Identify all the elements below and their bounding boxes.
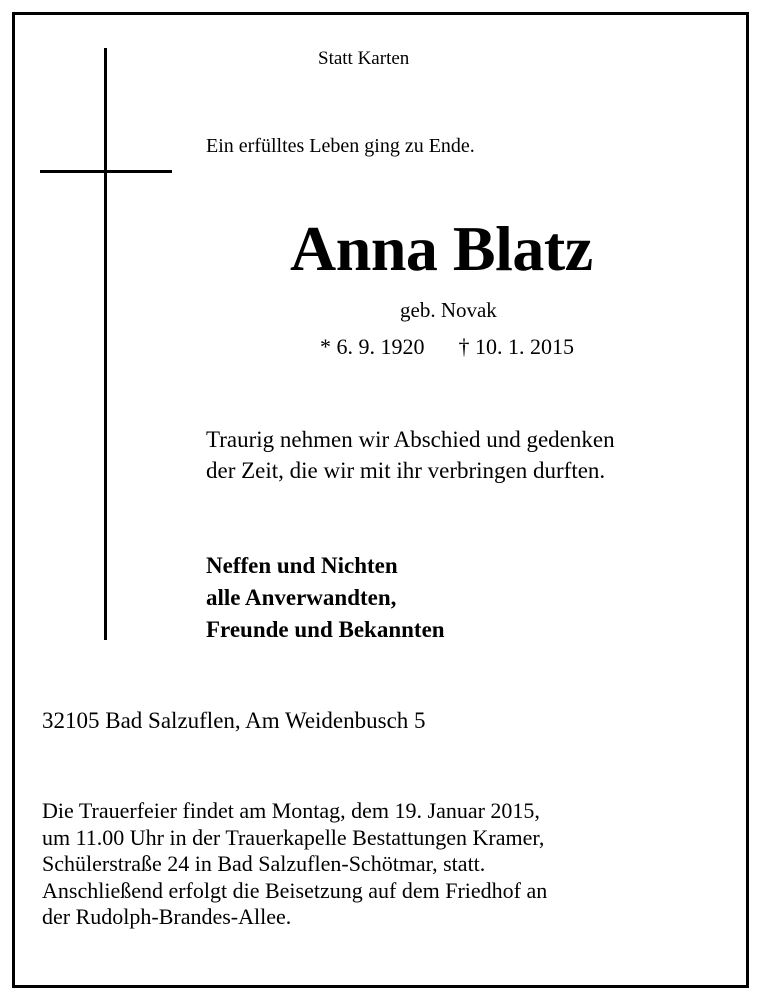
ceremony-line: um 11.00 Uhr in der Trauerkapelle Bestattungen Kramer, [42,824,545,850]
mourning-text [206,424,615,486]
ceremony-line: Schülerstraße 24 in Bad Salzuflen-Schötmar, statt. [42,851,486,876]
address-line: 32105 Bad Salzuflen, Am Weidenbusch 5 [42,708,426,733]
mourners-list [206,550,445,646]
notice-header: Statt Karten [318,48,410,69]
death-date: † 10. 1. 2015 [458,334,574,359]
mourning-line: der Zeit, die wir mit ihr verbringen durften. [206,458,606,483]
life-dates [320,334,574,360]
ceremony-line: Die Trauerfeier findet am Montag, dem 19. Januar 2015, [42,798,540,823]
ceremony-text [42,798,547,931]
mourners-line: Neffen und Nichten [206,553,398,578]
mourning-line: Traurig nehmen wir Abschied und gedenken [206,427,615,452]
maiden-name: geb. Novak [400,298,497,322]
mourners-line: alle Anverwandten, [206,585,397,610]
birth-date: * 6. 9. 1920 [320,334,425,359]
deceased-name: Anna Blatz [290,213,593,284]
mourners-line: Freunde und Bekannten [206,617,445,642]
ceremony-line: der Rudolph-Brandes-Allee. [42,904,292,929]
intro-line: Ein erfülltes Leben ging zu Ende. [206,135,475,157]
ceremony-line: Anschließend erfolgt die Beisetzung auf dem Friedhof an [42,877,548,903]
cross-icon-vertical-bar [104,48,107,640]
cross-icon-horizontal-bar [40,170,172,173]
